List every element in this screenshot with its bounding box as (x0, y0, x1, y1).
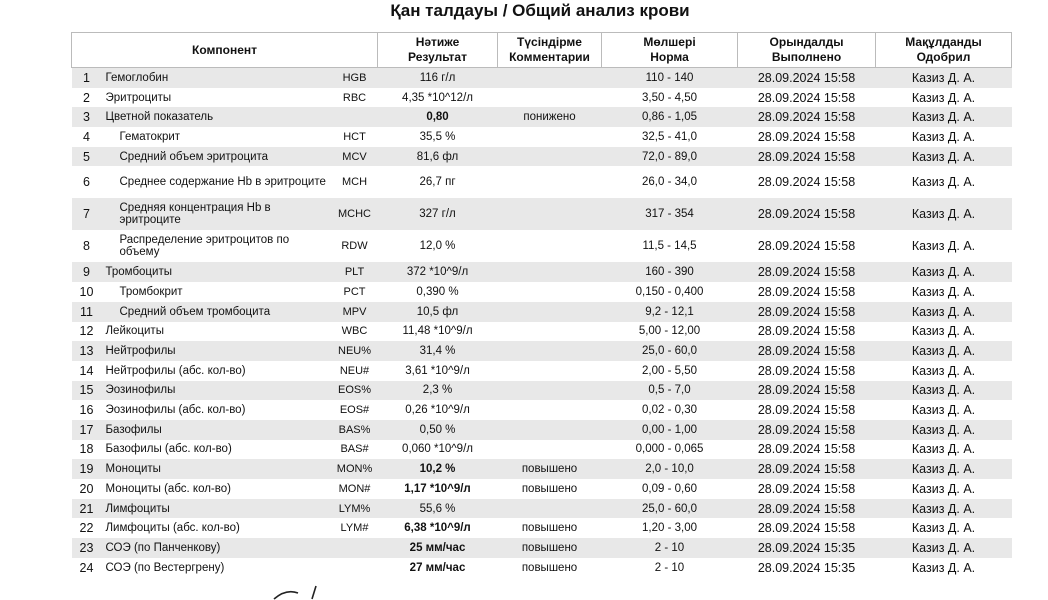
table-row (72, 400, 1012, 420)
approved-by: Казиз Д. А. (876, 341, 1012, 361)
norm-range: 110 - 140 (602, 68, 738, 88)
component-code: MCHC (332, 198, 378, 230)
row-number: 21 (72, 499, 102, 519)
table-row (72, 459, 1012, 479)
approved-by: Казиз Д. А. (876, 302, 1012, 322)
approved-by: Казиз Д. А. (876, 68, 1012, 88)
approved-by: Казиз Д. А. (876, 166, 1012, 198)
header-norm-ru: Норма (650, 50, 689, 64)
comment-text (498, 361, 602, 381)
result-value: 12,0 % (378, 230, 498, 262)
approved-by: Казиз Д. А. (876, 107, 1012, 127)
row-number: 7 (72, 198, 102, 230)
component-code: EOS# (332, 400, 378, 420)
norm-range: 32,5 - 41,0 (602, 127, 738, 147)
table-row (72, 420, 1012, 440)
performed-date: 28.09.2024 15:58 (738, 88, 876, 108)
row-number: 2 (72, 88, 102, 108)
approved-by: Казиз Д. А. (876, 518, 1012, 538)
row-number: 6 (72, 166, 102, 198)
table-row (72, 230, 1012, 262)
table-row (72, 107, 1012, 127)
comment-text (498, 440, 602, 460)
header-component-label: Компонент (192, 42, 257, 57)
performed-date: 28.09.2024 15:58 (738, 361, 876, 381)
norm-range: 0,00 - 1,00 (602, 420, 738, 440)
performed-date: 28.09.2024 15:58 (738, 68, 876, 88)
header-comment-ru: Комментарии (509, 50, 590, 64)
component-name: Эозинофилы (абс. кол-во) (102, 400, 332, 420)
performed-date: 28.09.2024 15:58 (738, 230, 876, 262)
component-code: MCV (332, 147, 378, 167)
row-number: 12 (72, 322, 102, 342)
table-row (72, 282, 1012, 302)
comment-text (498, 198, 602, 230)
component-code: BAS# (332, 440, 378, 460)
component-code: MON# (332, 479, 378, 499)
result-value: 0,060 *10^9/л (378, 440, 498, 460)
row-number: 17 (72, 420, 102, 440)
performed-date: 28.09.2024 15:58 (738, 420, 876, 440)
component-name: Гемоглобин (102, 68, 332, 88)
row-number: 15 (72, 381, 102, 401)
header-approved-ru: Одобрил (916, 50, 971, 64)
performed-date: 28.09.2024 15:58 (738, 381, 876, 401)
approved-by: Казиз Д. А. (876, 420, 1012, 440)
header-done (738, 33, 876, 68)
header-norm-kz: Мөлшері (643, 35, 696, 49)
component-name: Моноциты (абс. кол-во) (102, 479, 332, 499)
header-comment (498, 33, 602, 68)
approved-by: Казиз Д. А. (876, 262, 1012, 282)
component-name: Базофилы (абс. кол-во) (102, 440, 332, 460)
approved-by: Казиз Д. А. (876, 558, 1012, 578)
performed-date: 28.09.2024 15:58 (738, 302, 876, 322)
row-number: 24 (72, 558, 102, 578)
table-row (72, 558, 1012, 578)
approved-by: Казиз Д. А. (876, 230, 1012, 262)
table-row (72, 440, 1012, 460)
component-name-text: Среднее содержание Hb в эритроците (119, 176, 326, 189)
comment-text (498, 147, 602, 167)
approved-by: Казиз Д. А. (876, 127, 1012, 147)
result-value: 0,50 % (378, 420, 498, 440)
component-name-text: Средний объем эритроцита (119, 150, 269, 163)
header-done-kz: Орындалды (769, 35, 844, 49)
performed-date: 28.09.2024 15:58 (738, 127, 876, 147)
component-code: HGB (332, 68, 378, 88)
component-name-text: Средняя концентрация Hb в эритроците (119, 202, 271, 227)
norm-range: 0,02 - 0,30 (602, 400, 738, 420)
norm-range: 317 - 354 (602, 198, 738, 230)
norm-range: 2,00 - 5,50 (602, 361, 738, 381)
performed-date: 28.09.2024 15:58 (738, 341, 876, 361)
result-value: 31,4 % (378, 341, 498, 361)
component-code: LYM# (332, 518, 378, 538)
row-number: 11 (72, 302, 102, 322)
norm-range: 72,0 - 89,0 (602, 147, 738, 167)
row-number: 22 (72, 518, 102, 538)
component-name: Нейтрофилы (102, 341, 332, 361)
result-value: 10,2 % (378, 459, 498, 479)
approved-by: Казиз Д. А. (876, 440, 1012, 460)
result-value: 3,61 *10^9/л (378, 361, 498, 381)
performed-date: 28.09.2024 15:35 (738, 538, 876, 558)
comment-text (498, 230, 602, 262)
component-code: WBC (332, 322, 378, 342)
result-value: 0,80 (378, 107, 498, 127)
component-name: Лимфоциты (абс. кол-во) (102, 518, 332, 538)
norm-range: 2 - 10 (602, 538, 738, 558)
header-approved-kz: Мақұлданды (905, 35, 982, 49)
comment-text (498, 400, 602, 420)
table-row (72, 341, 1012, 361)
norm-range: 25,0 - 60,0 (602, 341, 738, 361)
component-code: MPV (332, 302, 378, 322)
performed-date: 28.09.2024 15:58 (738, 400, 876, 420)
header-approved (876, 33, 1012, 68)
performed-date: 28.09.2024 15:58 (738, 322, 876, 342)
header-result-ru: Результат (408, 50, 467, 64)
norm-range: 5,00 - 12,00 (602, 322, 738, 342)
comment-text: повышено (498, 459, 602, 479)
comment-text: повышено (498, 518, 602, 538)
table-row (72, 198, 1012, 230)
performed-date: 28.09.2024 15:58 (738, 262, 876, 282)
performed-date: 28.09.2024 15:35 (738, 558, 876, 578)
row-number: 18 (72, 440, 102, 460)
row-number: 4 (72, 127, 102, 147)
approved-by: Казиз Д. А. (876, 538, 1012, 558)
performed-date: 28.09.2024 15:58 (738, 518, 876, 538)
row-number: 16 (72, 400, 102, 420)
approved-by: Казиз Д. А. (876, 88, 1012, 108)
norm-range: 11,5 - 14,5 (602, 230, 738, 262)
comment-text: повышено (498, 479, 602, 499)
component-name (102, 302, 332, 322)
approved-by: Казиз Д. А. (876, 198, 1012, 230)
component-name-text: Тромбокрит (119, 285, 183, 298)
comment-text (498, 322, 602, 342)
component-code (332, 558, 378, 578)
component-name: Цветной показатель (102, 107, 332, 127)
comment-text: повышено (498, 558, 602, 578)
norm-range: 1,20 - 3,00 (602, 518, 738, 538)
comment-text (498, 166, 602, 198)
approved-by: Казиз Д. А. (876, 147, 1012, 167)
component-name-text: Средний объем тромбоцита (119, 305, 271, 318)
comment-text (498, 420, 602, 440)
norm-range: 0,5 - 7,0 (602, 381, 738, 401)
component-name-text: Распределение эритроцитов по объему (119, 234, 290, 259)
result-value: 372 *10^9/л (378, 262, 498, 282)
table-row (72, 499, 1012, 519)
component-code: NEU# (332, 361, 378, 381)
result-value: 10,5 фл (378, 302, 498, 322)
component-name: Нейтрофилы (абс. кол-во) (102, 361, 332, 381)
result-value: 4,35 *10^12/л (378, 88, 498, 108)
row-number: 1 (72, 68, 102, 88)
norm-range: 160 - 390 (602, 262, 738, 282)
comment-text (498, 88, 602, 108)
component-name: Лимфоциты (102, 499, 332, 519)
result-value: 11,48 *10^9/л (378, 322, 498, 342)
row-number: 13 (72, 341, 102, 361)
performed-date: 28.09.2024 15:58 (738, 479, 876, 499)
norm-range: 0,09 - 0,60 (602, 479, 738, 499)
norm-range: 0,000 - 0,065 (602, 440, 738, 460)
component-code: NEU% (332, 341, 378, 361)
table-row (72, 68, 1012, 88)
performed-date: 28.09.2024 15:58 (738, 440, 876, 460)
component-name-text: Гематокрит (119, 130, 181, 143)
results-table (71, 32, 1012, 577)
row-number: 23 (72, 538, 102, 558)
comment-text (498, 68, 602, 88)
result-value: 55,6 % (378, 499, 498, 519)
component-code: LYM% (332, 499, 378, 519)
comment-text (498, 302, 602, 322)
component-code: RDW (332, 230, 378, 262)
header-done-ru: Выполнено (771, 50, 842, 64)
norm-range: 3,50 - 4,50 (602, 88, 738, 108)
approved-by: Казиз Д. А. (876, 282, 1012, 302)
table-row (72, 127, 1012, 147)
table-row (72, 147, 1012, 167)
component-name (102, 166, 332, 198)
component-name: Базофилы (102, 420, 332, 440)
component-name (102, 230, 332, 262)
comment-text: повышено (498, 538, 602, 558)
component-name: Тромбоциты (102, 262, 332, 282)
component-code: PCT (332, 282, 378, 302)
row-number: 20 (72, 479, 102, 499)
performed-date: 28.09.2024 15:58 (738, 198, 876, 230)
component-name: Эозинофилы (102, 381, 332, 401)
norm-range: 9,2 - 12,1 (602, 302, 738, 322)
component-name (102, 127, 332, 147)
signature-mark (272, 584, 332, 600)
component-name: Лейкоциты (102, 322, 332, 342)
result-value: 2,3 % (378, 381, 498, 401)
table-row (72, 479, 1012, 499)
component-name: СОЭ (по Вестергрену) (102, 558, 332, 578)
norm-range: 2,0 - 10,0 (602, 459, 738, 479)
table-row (72, 361, 1012, 381)
comment-text (498, 499, 602, 519)
result-value: 25 мм/час (378, 538, 498, 558)
row-number: 8 (72, 230, 102, 262)
row-number: 3 (72, 107, 102, 127)
row-number: 9 (72, 262, 102, 282)
header-result-kz: Нәтиже (415, 35, 460, 49)
approved-by: Казиз Д. А. (876, 322, 1012, 342)
approved-by: Казиз Д. А. (876, 459, 1012, 479)
table-row (72, 518, 1012, 538)
table-header-row (72, 33, 1012, 68)
result-value: 26,7 пг (378, 166, 498, 198)
result-value: 6,38 *10^9/л (378, 518, 498, 538)
norm-range: 26,0 - 34,0 (602, 166, 738, 198)
result-value: 27 мм/час (378, 558, 498, 578)
result-value: 1,17 *10^9/л (378, 479, 498, 499)
component-name: СОЭ (по Панченкову) (102, 538, 332, 558)
result-value: 0,390 % (378, 282, 498, 302)
result-value: 35,5 % (378, 127, 498, 147)
norm-range: 2 - 10 (602, 558, 738, 578)
comment-text (498, 127, 602, 147)
component-code (332, 538, 378, 558)
component-code (332, 107, 378, 127)
row-number: 14 (72, 361, 102, 381)
table-row (72, 381, 1012, 401)
table-row (72, 166, 1012, 198)
component-name (102, 282, 332, 302)
performed-date: 28.09.2024 15:58 (738, 499, 876, 519)
row-number: 10 (72, 282, 102, 302)
comment-text (498, 262, 602, 282)
comment-text (498, 341, 602, 361)
result-value: 0,26 *10^9/л (378, 400, 498, 420)
performed-date: 28.09.2024 15:58 (738, 107, 876, 127)
component-code: HCT (332, 127, 378, 147)
approved-by: Казиз Д. А. (876, 400, 1012, 420)
table-row (72, 322, 1012, 342)
comment-text: понижено (498, 107, 602, 127)
header-result (378, 33, 498, 68)
table-row (72, 538, 1012, 558)
table-row (72, 262, 1012, 282)
norm-range: 0,86 - 1,05 (602, 107, 738, 127)
component-code: BAS% (332, 420, 378, 440)
component-code: RBC (332, 88, 378, 108)
performed-date: 28.09.2024 15:58 (738, 166, 876, 198)
performed-date: 28.09.2024 15:58 (738, 147, 876, 167)
approved-by: Казиз Д. А. (876, 381, 1012, 401)
component-code: MON% (332, 459, 378, 479)
table-row (72, 302, 1012, 322)
component-code: MCH (332, 166, 378, 198)
header-comment-kz: Түсіндірме (517, 35, 582, 49)
approved-by: Казиз Д. А. (876, 499, 1012, 519)
norm-range: 25,0 - 60,0 (602, 499, 738, 519)
component-name: Моноциты (102, 459, 332, 479)
comment-text (498, 381, 602, 401)
row-number: 19 (72, 459, 102, 479)
page-title: Қан талдауы / Общий анализ крови (390, 1, 690, 20)
component-code: EOS% (332, 381, 378, 401)
comment-text (498, 282, 602, 302)
result-value: 81,6 фл (378, 147, 498, 167)
component-name (102, 198, 332, 230)
norm-range: 0,150 - 0,400 (602, 282, 738, 302)
header-norm (602, 33, 738, 68)
component-code: PLT (332, 262, 378, 282)
performed-date: 28.09.2024 15:58 (738, 459, 876, 479)
result-value: 116 г/л (378, 68, 498, 88)
component-name (102, 147, 332, 167)
performed-date: 28.09.2024 15:58 (738, 282, 876, 302)
header-component (72, 33, 378, 68)
table-row (72, 88, 1012, 108)
row-number: 5 (72, 147, 102, 167)
approved-by: Казиз Д. А. (876, 361, 1012, 381)
result-value: 327 г/л (378, 198, 498, 230)
approved-by: Казиз Д. А. (876, 479, 1012, 499)
component-name: Эритроциты (102, 88, 332, 108)
